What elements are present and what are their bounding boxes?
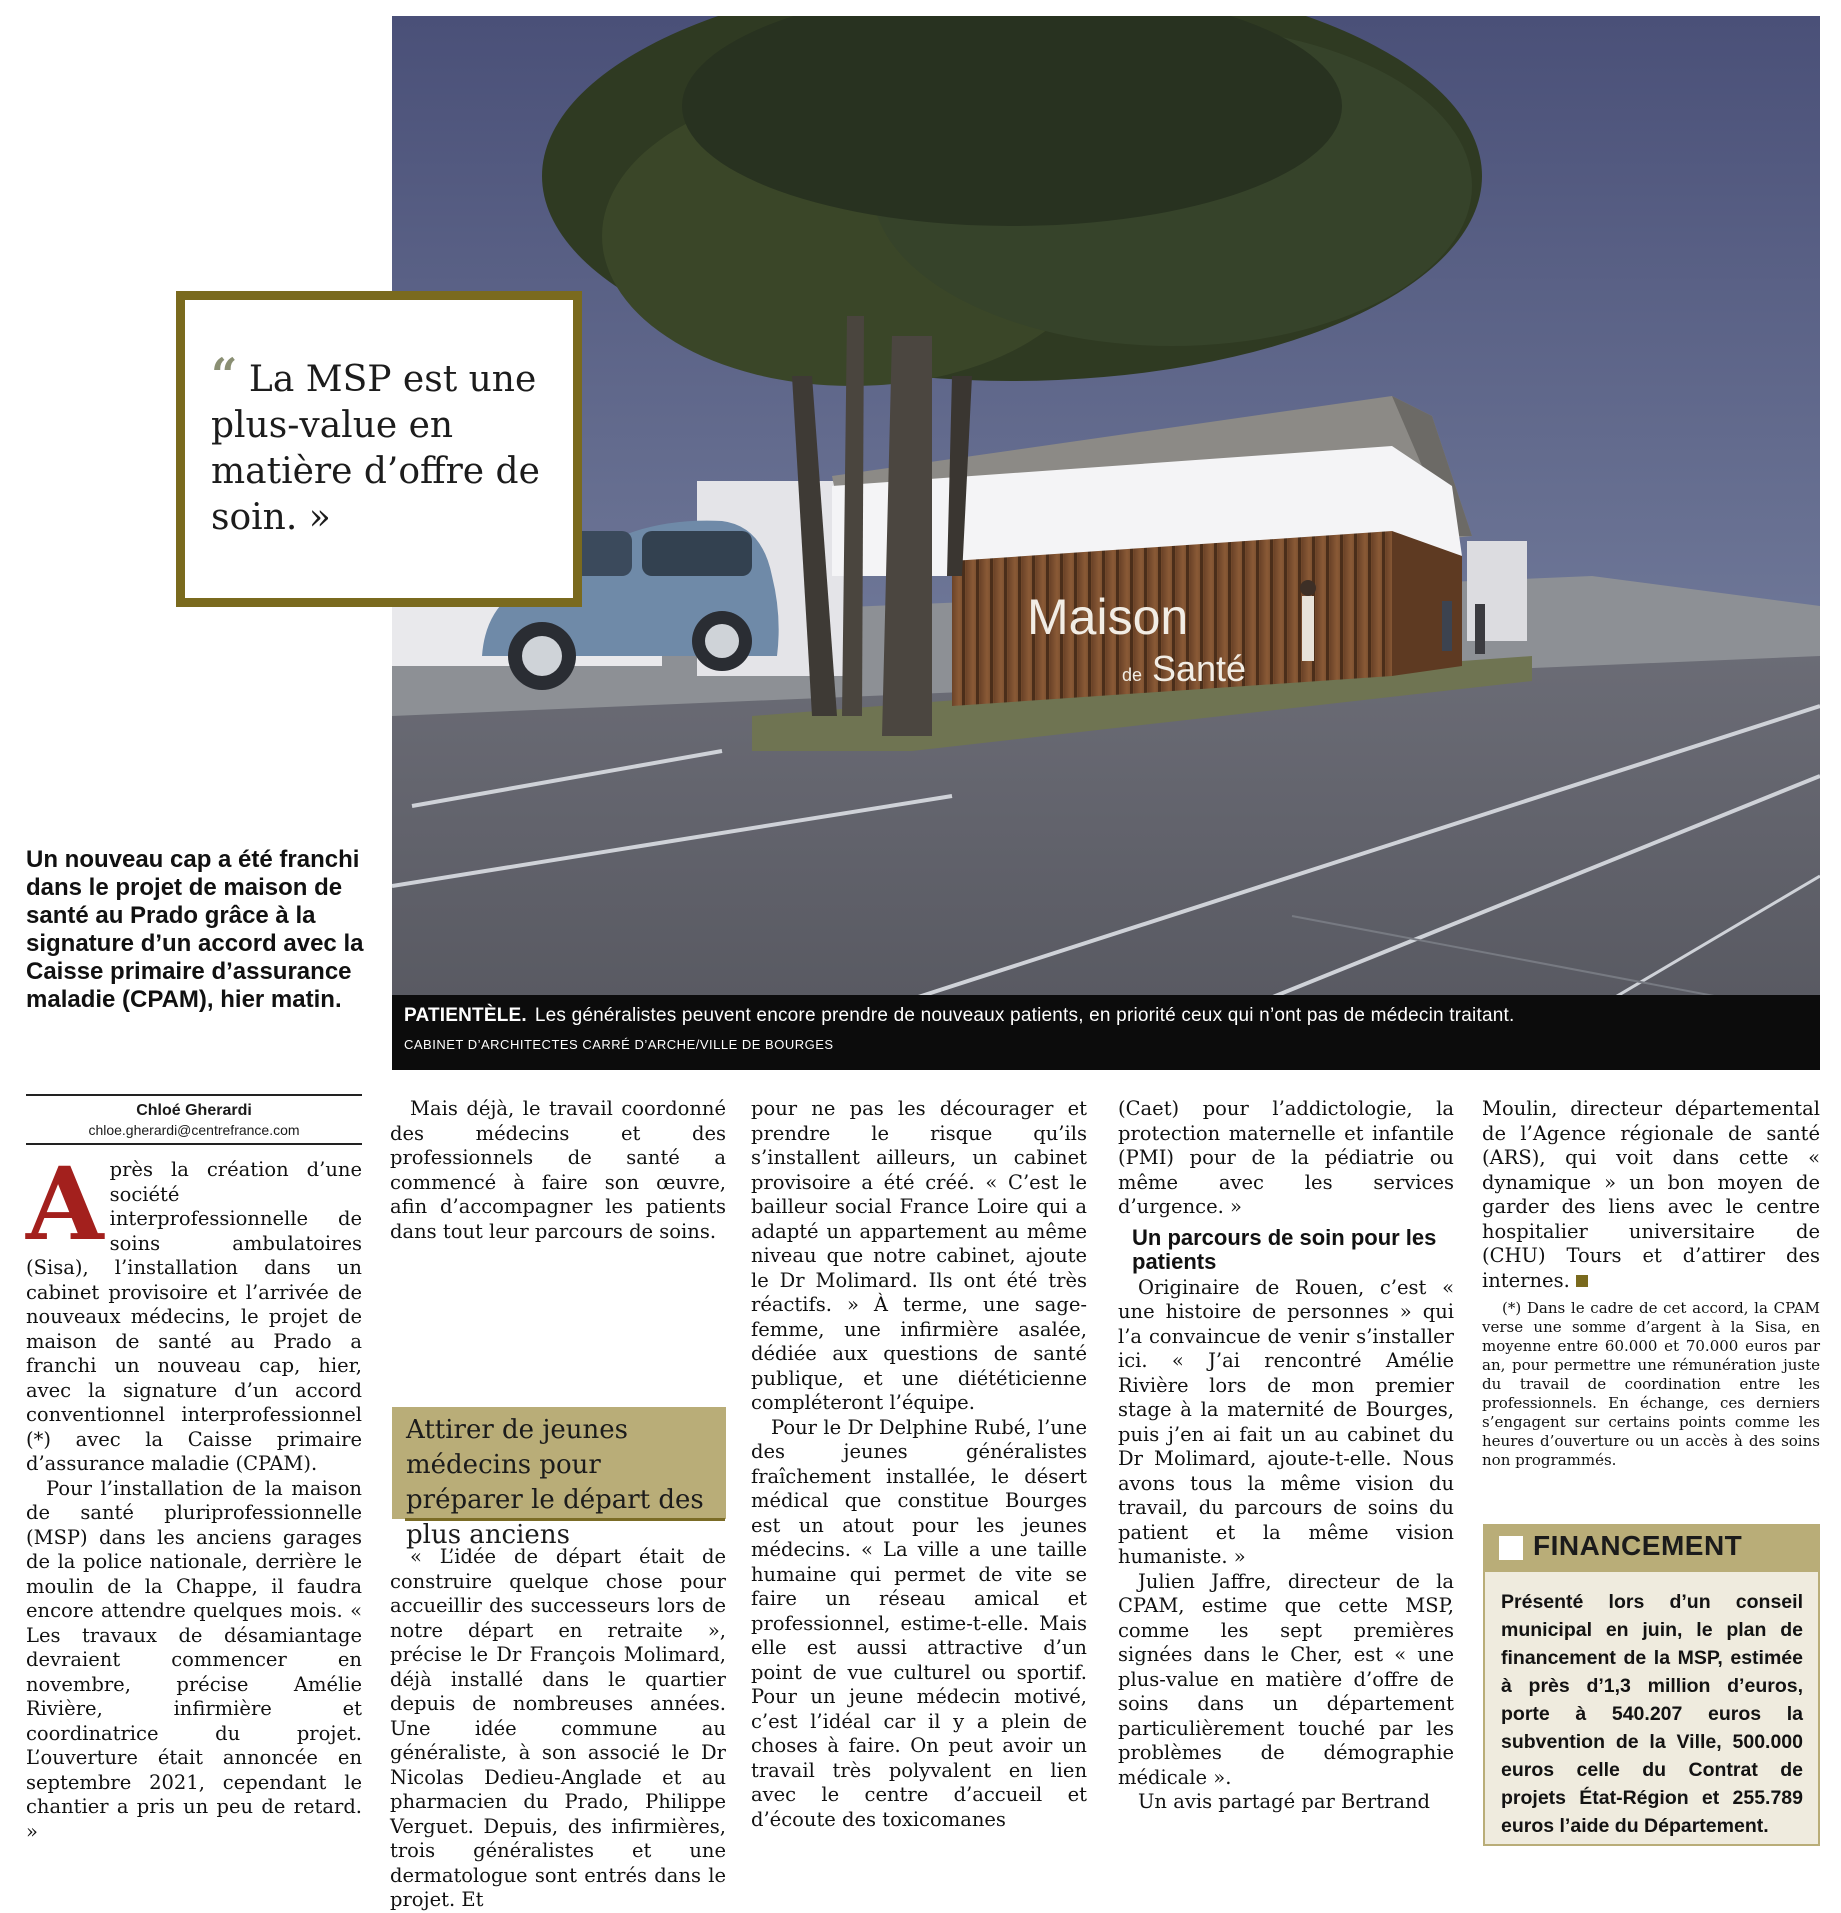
paragraph: Un avis partagé par Bertrand	[1138, 1790, 1431, 1813]
square-bullet-icon	[1499, 1536, 1523, 1560]
column-5	[1482, 1097, 1820, 1470]
financement-header	[1485, 1526, 1818, 1572]
sign-maison: Maison	[1027, 589, 1189, 645]
paragraph: Julien Jaffre, directeur de la CPAM, estime que cette MSP, comme les sept premières signées dans le Cher, est « une plus-value en matière d’offre de soins dans un département particulièrement touché par les problèmes de démographie médicale ».	[1118, 1569, 1454, 1789]
author-email[interactable]: chloe.gherardi@centrefrance.com	[88, 1122, 300, 1138]
article-photo	[392, 16, 1820, 1070]
byline-rule-top	[26, 1094, 362, 1096]
column-3	[751, 1097, 1087, 1832]
subhead-text: Attirer de jeunes médecins pour préparer le départ des plus anciens	[406, 1415, 704, 1550]
paragraph: Mais déjà, le travail coordonné des médecins et des professionnels de santé a commencé à faire son œuvre, afin d’accompagner les patients dans tout leur parcours de soins.	[390, 1097, 726, 1243]
financement-text: Présenté lors d’un conseil municipal en juin, le plan de financement de la MSP, estimée à près d’1,3 million d’euros, porte à 540.207 euros la subvention de la Ville, 500.000 euros celle du Contrat de projets État-Région et 255.789 euros l’aide du Département.	[1501, 1591, 1803, 1837]
footnote-text: (*) Dans le cadre de cet accord, la CPAM verse une somme d’argent à la Sisa, en moyenne entre 60.000 et 70.000 euros par an, pour permettre une rémunération juste du travail de coordination entre les professionnels. En échange, ces derniers s’engagent sur certains points comme les heures d’ouverture ou un accès à des soins non programmés.	[1482, 1299, 1820, 1469]
column-2	[390, 1097, 726, 1244]
financement-box	[1483, 1524, 1820, 1846]
end-mark-icon	[1576, 1275, 1588, 1287]
paragraph: Pour le Dr Delphine Rubé, l’une des jeunes généralistes fraîchement installée, le désert médical que constitue Bourges est un atout pour les jeunes médecins. « La ville a une taille humaine qui permet de vite se faire un réseau amical et professionnel, estime-t-elle. Mais elle est aussi attractive d’un point de vue culturel ou sportif. Pour un jeune médecin motivé, c’est l’idéal car il y a plein de choses à faire. On peut avoir un travail très polyvalent en lien avec le centre d’accueil et d’écoute des toxicomanes	[751, 1415, 1087, 1831]
paragraph: Originaire de Rouen, c’est « une histoire de personnes » qui l’a convaincue de venir s’installer ici. « J’ai rencontré Amélie Rivière lors de mon premier stage à la maternité de Bourges, puis j’en ai fait un au cabinet du Dr Molimard, ajoute-t-elle. Nous avons tous la même vision du travail, du parcours de soins du patient et la même vision humaniste. »	[1118, 1275, 1454, 1568]
caption-label: PATIENTÈLE.	[404, 1005, 527, 1026]
column-1	[26, 1145, 362, 1844]
paragraph: (Caet) pour l’addictologie, la protection maternelle et infantile (PMI) pour de la pédiatrie ou même avec les services d’urgence. »	[1118, 1097, 1454, 1218]
photo-credit: CABINET D’ARCHITECTES CARRÉ D’ARCHE/VILLE DE BOURGES	[404, 1037, 834, 1052]
article-lead: Un nouveau cap a été franchi dans le projet de maison de santé au Prado grâce à la signature d’un accord avec la Caisse primaire d’assurance maladie (CPAM), hier matin.	[26, 846, 364, 1013]
paragraph: pour ne pas les décourager et prendre le risque qu’ils s’installent ailleurs, un cabinet provisoire a été créé. « C’est le bailleur social France Loire qui a adapté un appartement au même niveau que notre cabinet, ajoute le Dr Molimard. Ils ont été très réactifs. » À terme, une sage-femme, une infirmière asalée, dédiée aux questions de santé publique, et une diététicienne compléteront l’équipe.	[751, 1097, 1087, 1414]
subhead-underline	[405, 1518, 725, 1521]
paragraph: près la création d’une société interprofessionnelle de soins ambulatoires (Sisa), l’installation dans un cabinet provisoire et l’arrivée de nouveaux médecins, le projet de maison de santé au Prado a franchi un nouveau cap, hier, avec la signature d’un accord conventionnel interprofessionnel (*) avec la Caisse primaire d’assurance maladie (CPAM).	[26, 1158, 362, 1475]
quote-mark: “	[211, 348, 238, 402]
footnote	[1482, 1299, 1820, 1470]
quote-text: La MSP est une plus-value en matière d’offre de soin. »	[211, 359, 540, 538]
drop-cap: A	[26, 1145, 104, 1263]
section-subhead	[392, 1407, 726, 1550]
caption-text: Les généralistes peuvent encore prendre de nouveaux patients, en priorité ceux qui n’ont pas de médecin traitant.	[534, 1005, 1515, 1026]
interhead: Un parcours de soin pour les patients	[1132, 1224, 1437, 1274]
paragraph: Pour l’installation de la maison de santé pluriprofessionnelle (MSP) dans les anciens garages de la police nationale, derrière le moulin de la Chappe, il faudra encore attendre quelques mois. « Les travaux de désamiantage devraient commencer en novembre, précise Amélie Rivière, infirmière et coordinatrice du projet. L’ouverture était annoncée en septembre 2021, cependant le chantier a pris un peu de retard. »	[26, 1476, 362, 1843]
author-name: Chloé Gherardi	[136, 1102, 252, 1119]
column-4	[1118, 1097, 1454, 1815]
rendering-illustration	[392, 16, 1820, 1070]
pull-quote	[176, 291, 582, 607]
photo-caption	[392, 995, 1820, 1070]
sign-sante: Santé	[1152, 648, 1247, 689]
paragraph: « L’idée de départ était de construire quelque chose pour accueillir des successeurs lors de notre départ en retraite », précise le Dr François Molimard, déjà installé dans le quartier depuis de nombreuses années. Une idée commune au généraliste, à son associé le Dr Nicolas Dedieu-Anglade et au pharmacien du Prado, Philippe Verguet. Depuis, des infirmières, trois généralistes et une dermatologue sont entrés dans le projet. Et	[390, 1545, 726, 1911]
financement-title: FINANCEMENT	[1533, 1530, 1743, 1561]
paragraph-text: Moulin, directeur départemental de l’Agence régionale de santé (ARS), qui voit dans cette « dynamique » un bon moyen de garder des liens avec le centre hospitalier universitaire de (CHU) Tours et d’attirer des internes.	[1482, 1097, 1820, 1292]
column-2-continued	[390, 1545, 726, 1913]
byline	[26, 1102, 362, 1138]
paragraph	[1482, 1097, 1820, 1293]
sign-de: de	[1122, 665, 1143, 685]
